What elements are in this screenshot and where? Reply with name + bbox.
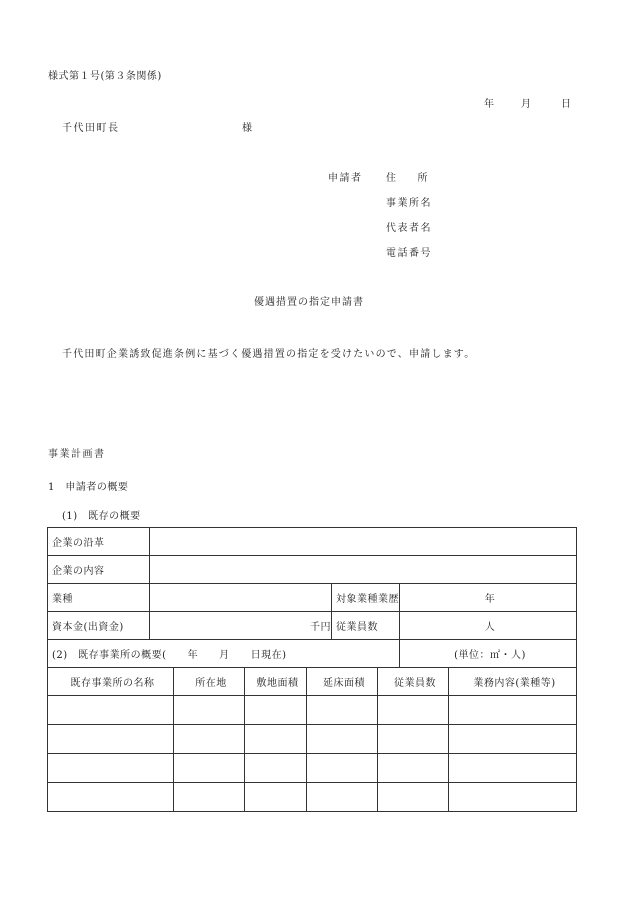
table-cell[interactable] (307, 696, 378, 725)
content-field[interactable] (150, 556, 577, 584)
section-1-title: 1 申請者の概要 (48, 482, 129, 493)
header-employees: 従業員数 (378, 668, 449, 696)
table-cell[interactable] (449, 754, 577, 783)
date-day: 日 (561, 99, 572, 110)
table-row (48, 754, 577, 783)
capital-label: 資本金(出資金) (48, 612, 150, 640)
subsection-1-title: (1) 既存の概要 (62, 511, 141, 522)
capital-field[interactable]: 千円 (150, 612, 332, 640)
addressee-honorific: 様 (242, 123, 253, 134)
history-label: 企業の沿革 (48, 528, 150, 556)
existing-overview-table (47, 527, 577, 668)
header-site-area: 敷地面積 (245, 668, 307, 696)
table-cell[interactable] (48, 696, 174, 725)
table-cell[interactable] (378, 725, 449, 754)
header-floor-area: 延床面積 (307, 668, 378, 696)
plan-title: 事業計画書 (48, 449, 106, 460)
header-business-content: 業務内容(業種等) (449, 668, 577, 696)
table-cell[interactable] (378, 783, 449, 812)
table-cell[interactable] (174, 725, 245, 754)
form-label: 様式第１号(第３条関係) (48, 71, 162, 82)
header-office-name: 既存事業所の名称 (48, 668, 174, 696)
document-title: 優遇措置の指定申請書 (254, 297, 364, 308)
history-field[interactable] (150, 528, 577, 556)
office-name-label: 事業所名 (386, 198, 432, 209)
table-cell[interactable] (174, 754, 245, 783)
table-cell[interactable] (307, 754, 378, 783)
table-cell[interactable] (307, 725, 378, 754)
unit-note: (単位：㎡・人) (400, 640, 577, 668)
phone-label: 電話番号 (386, 248, 432, 259)
table-cell[interactable] (48, 783, 174, 812)
table-cell[interactable] (378, 696, 449, 725)
table-cell[interactable] (48, 754, 174, 783)
employees-field[interactable]: 人 (400, 612, 577, 640)
table-cell[interactable] (48, 725, 174, 754)
table-row (48, 725, 577, 754)
date-year: 年 (484, 99, 495, 110)
content-label: 企業の内容 (48, 556, 150, 584)
subsection-2-title: (2) 既存事業所の概要( 年 月 日現在) (48, 640, 400, 668)
industry-label: 業種 (48, 584, 150, 612)
table-cell[interactable] (245, 783, 307, 812)
table-cell[interactable] (245, 754, 307, 783)
applicant-label: 申請者 (328, 173, 363, 184)
table-cell[interactable] (174, 696, 245, 725)
table-cell[interactable] (245, 725, 307, 754)
table-cell[interactable] (449, 725, 577, 754)
table-cell[interactable] (174, 783, 245, 812)
address-label: 住 所 (386, 173, 428, 184)
existing-offices-table (47, 667, 577, 812)
date-month: 月 (521, 99, 532, 110)
table-cell[interactable] (378, 754, 449, 783)
table-cell[interactable] (307, 783, 378, 812)
target-history-field[interactable]: 年 (400, 584, 577, 612)
table-cell[interactable] (449, 696, 577, 725)
employees-label: 従業員数 (332, 612, 400, 640)
representative-label: 代表者名 (386, 223, 432, 234)
table-cell[interactable] (449, 783, 577, 812)
industry-field[interactable] (150, 584, 332, 612)
target-history-label: 対象業種業歴 (332, 584, 400, 612)
table-cell[interactable] (245, 696, 307, 725)
addressee-name: 千代田町長 (62, 123, 120, 134)
table-row (48, 783, 577, 812)
table-row (48, 696, 577, 725)
body-text: 千代田町企業誘致促進条例に基づく優遇措置の指定を受けたいので、申請します。 (62, 349, 476, 360)
header-location: 所在地 (174, 668, 245, 696)
